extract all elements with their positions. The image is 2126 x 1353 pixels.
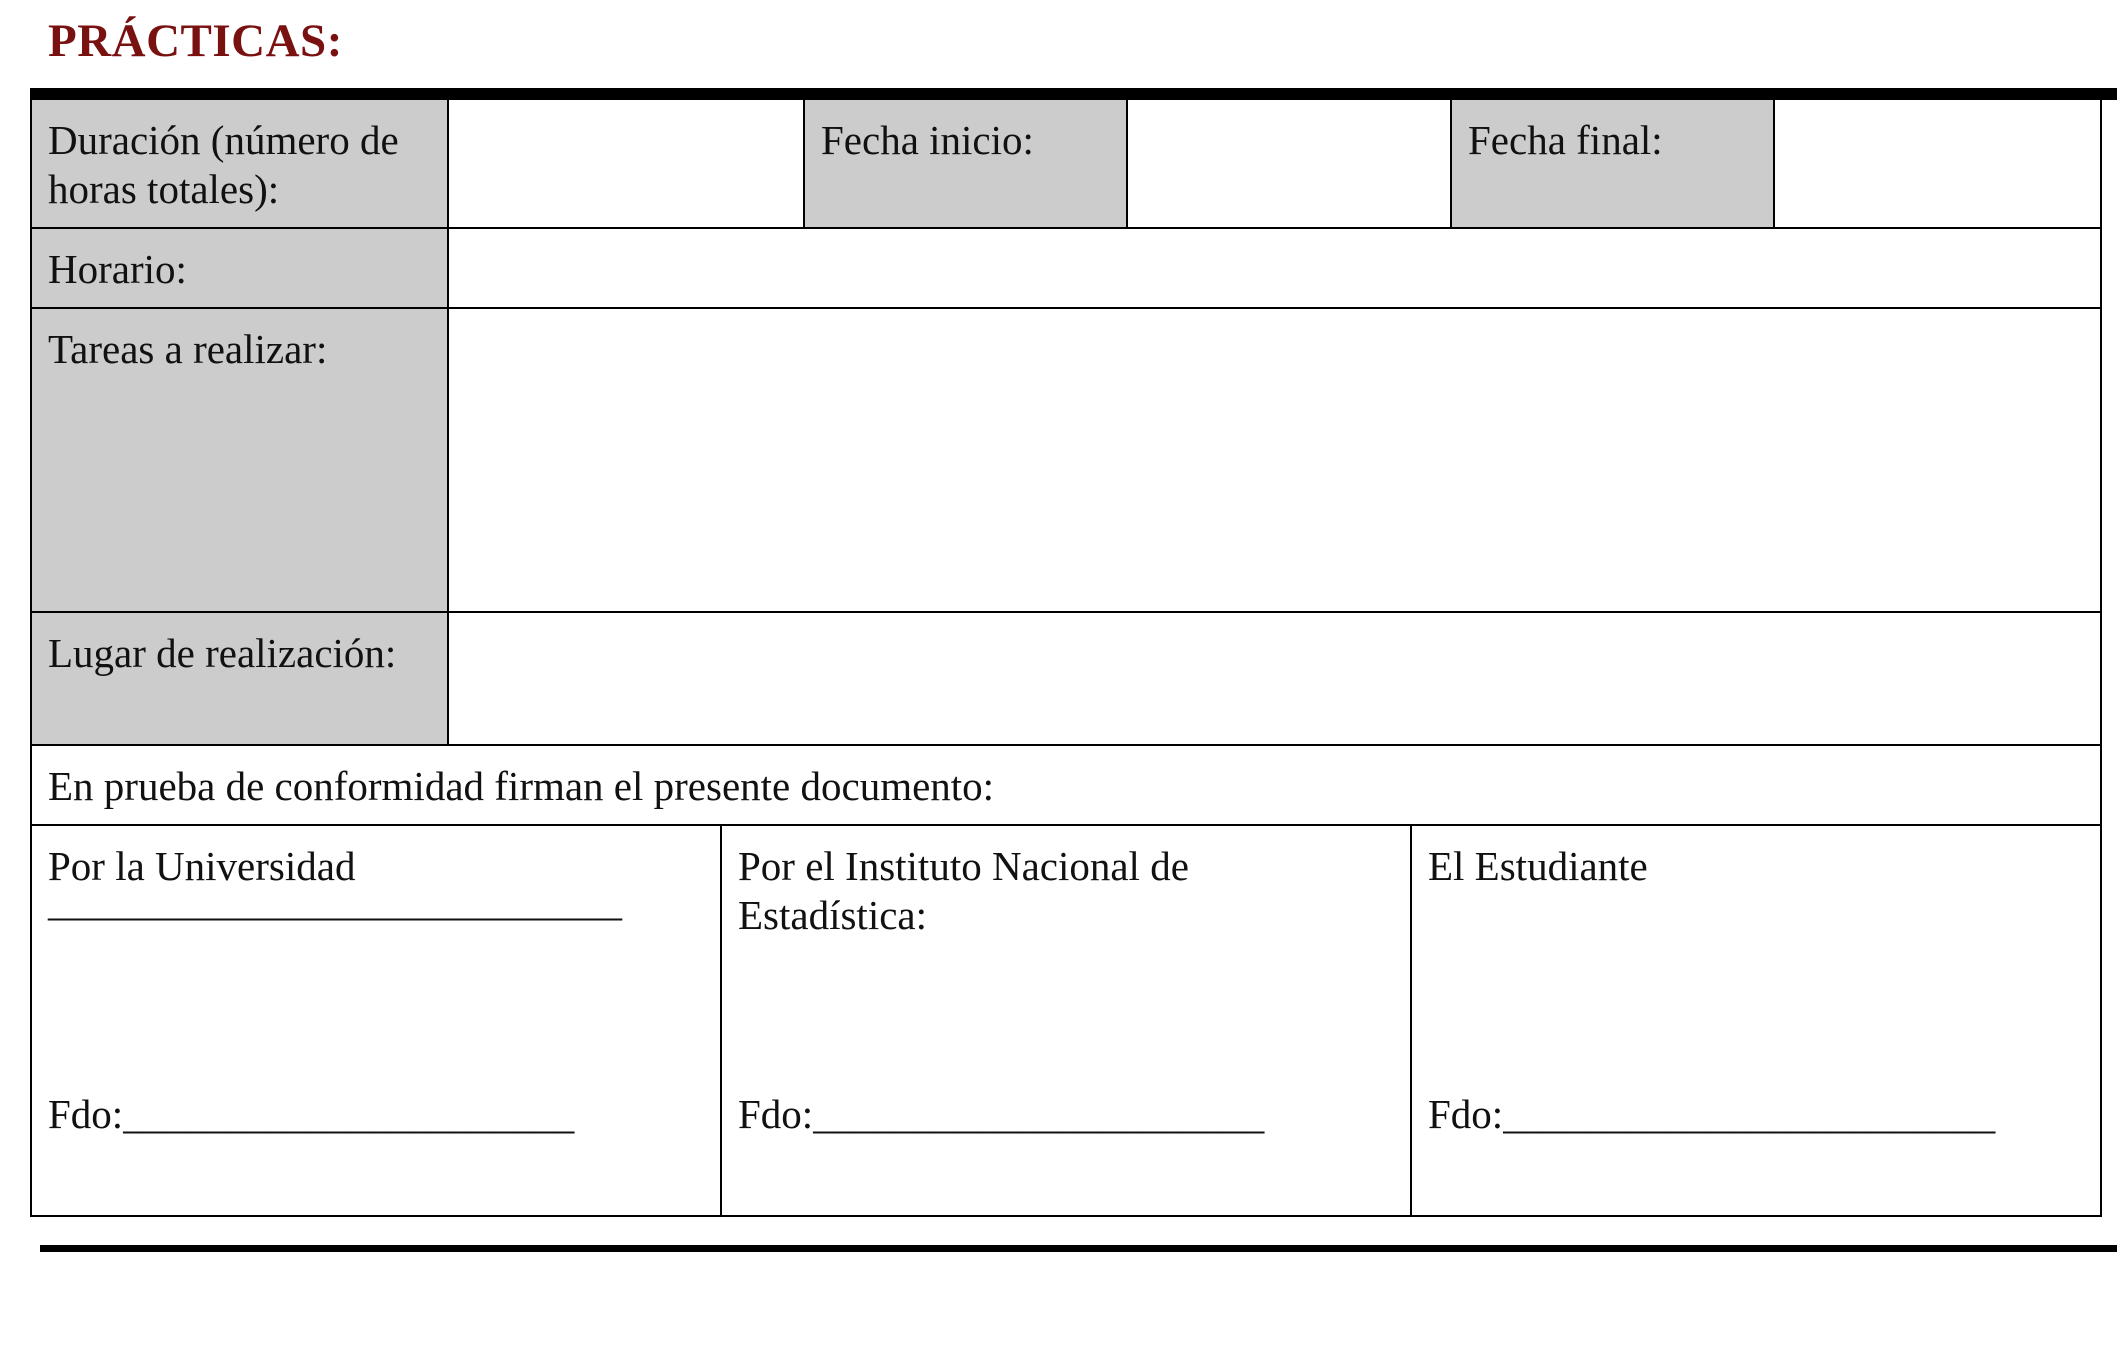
fecha-inicio-label-cell [803, 98, 1128, 229]
tareas-label: Tareas a realizar: [48, 326, 328, 372]
horario-label-cell [30, 227, 449, 309]
conformidad-text: En prueba de conformidad firman el presente documento: [48, 763, 995, 809]
bottom-rule [40, 1245, 2117, 1252]
duracion-label: Duración (número de horas totales): [48, 117, 399, 212]
lugar-field[interactable] [447, 611, 2102, 746]
horario-label: Horario: [48, 246, 187, 292]
signature-estudiante-cell [1410, 824, 2102, 1217]
signature-instituto-cell [720, 824, 1412, 1217]
estudiante-fdo-line[interactable]: Fdo:________________________ [1428, 1091, 1996, 1137]
horario-field[interactable] [447, 227, 2102, 309]
estudiante-label: El Estudiante [1428, 843, 1648, 889]
fecha-final-field[interactable] [1773, 98, 2102, 229]
lugar-label-cell [30, 611, 449, 746]
tareas-label-cell [30, 307, 449, 613]
fecha-inicio-label: Fecha inicio: [821, 117, 1034, 163]
section-title: PRÁCTICAS: [48, 15, 343, 67]
tareas-field[interactable] [447, 307, 2102, 613]
fecha-inicio-field[interactable] [1126, 98, 1452, 229]
duracion-label-cell [30, 98, 449, 229]
universidad-underline: ____________________________ [48, 878, 622, 924]
fecha-final-label: Fecha final: [1468, 117, 1663, 163]
universidad-fdo-line[interactable]: Fdo:______________________ [48, 1091, 575, 1137]
duracion-field[interactable] [447, 98, 805, 229]
instituto-fdo-line[interactable]: Fdo:______________________ [738, 1091, 1265, 1137]
lugar-label: Lugar de realización: [48, 630, 397, 676]
conformidad-cell [30, 744, 2102, 826]
fecha-final-label-cell [1450, 98, 1775, 229]
instituto-label: Por el Instituto Nacional de Estadística: [738, 843, 1189, 938]
signature-universidad-cell [30, 824, 722, 1217]
universidad-label: Por la Universidad [48, 843, 356, 889]
